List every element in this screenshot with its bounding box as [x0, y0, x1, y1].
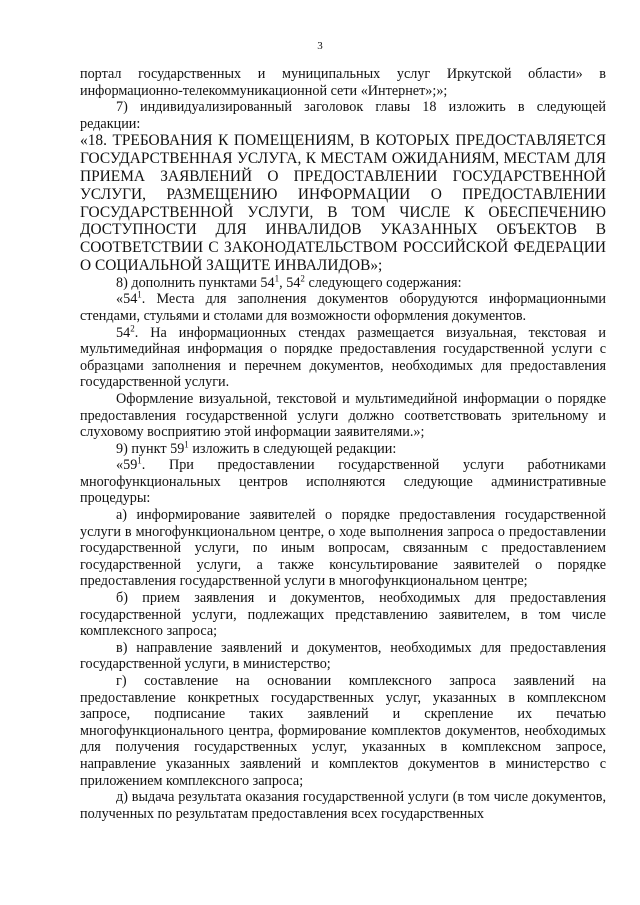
paragraph: $54^2$. На информационных стендах размещается визуальная, текстовая и мультимедийная информация о порядке предоставления государственной услуги с образцами заполнения и перечнем документов, необходимых для предоставления государственной услуги.: [80, 322, 606, 391]
document-body: [80, 66, 606, 822]
paragraph: портал государственных и муниципальных услуг Иркутской области» в информационно-телекоммуникационной сети «Интернет»;»;: [80, 66, 606, 99]
chapter-heading: «18. ТРЕБОВАНИЯ К ПОМЕЩЕНИЯМ, В КОТОРЫХ ПРЕДОСТАВЛЯЕТСЯ ГОСУДАРСТВЕННАЯ УСЛУГА, К МЕСТАМ ОЖИДАНИЯМ, МЕСТАМ ДЛЯ ПРИЕМА ЗАЯВЛЕНИЙ О ПРЕДОСТАВЛЕНИИ ГОСУДАРСТВЕННОЙ УСЛУГИ, РАЗМЕЩЕНИЮ ИНФОРМАЦИИ О ПРЕДОСТАВЛЕНИИ ГОСУДАРСТВЕННОЙ УСЛУГИ, В ТОМ ЧИСЛЕ К ОБЕСПЕЧЕНИЮ ДОСТУПНОСТИ ДЛЯ ИНВАЛИДОВ УКАЗАННЫХ ОБЪЕКТОВ В СООТВЕТСТВИИ С ЗАКОНОДАТЕЛЬСТВОМ РОССИЙСКОЙ ФЕДЕРАЦИИ О СОЦИАЛЬНОЙ ЗАЩИТЕ ИНВАЛИДОВ»;: [80, 132, 606, 274]
list-item: в) направление заявлений и документов, необходимых для предоставления государственной услуги, в министерство;: [80, 639, 606, 673]
paragraph: 9) пункт $59^1$ изложить в следующей редакции:: [116, 438, 397, 457]
paragraph: 7) индивидуализированный заголовок главы 18 изложить в следующей редакции:: [80, 99, 606, 132]
list-item: а) информирование заявителей о порядке предоставления государственной услуги в многофункциональном центре, о ходе выполнения запроса о предоставлении государственной услуги, по иным вопросам, связанным с предоставлением государственной услуги, а также консультирование заявителей о порядке предоставления государственной услуги в многофункциональном центре;: [80, 507, 606, 590]
list-item: г) составление на основании комплексного запроса заявлений на предоставление конкретных государственных услуг, указанных в комплексном запросе, подписание таких заявлений и скрепление их печатью многофункционального центра, формирование комплектов документов, необходимых для получения государственных услуг, указанных в комплексном запросе, направление указанных заявлений и комплектов документов в министерство с приложением комплексного запроса;: [80, 673, 606, 789]
paragraph: «$59^1$. При предоставлении государственной услуги работниками многофункциональных центров исполняются следующие административные процедуры:: [80, 455, 606, 507]
paragraph: 8) дополнить пунктами $54^1$, $54^2$ следующего содержания:: [116, 273, 462, 291]
list-item: д) выдача результата оказания государственной услуги (в том числе документов, полученных по результатам предоставления всех государственных: [80, 789, 606, 822]
page-number: 3: [317, 40, 323, 52]
paragraph: Оформление визуальной, текстовой и мультимедийной информации о порядке предоставления государственной услуги должно соответствовать зрительному и слуховому восприятию этой информации заявителями.»;: [80, 390, 606, 441]
paragraph: «$54^1$. Места для заполнения документов оборудуются информационными стендами, стульями и столами для возможности оформления документов.: [80, 289, 606, 324]
list-item: б) прием заявления и документов, необходимых для предоставления государственной услуги, подлежащих представлению заявителем, в том числе комплексного запроса;: [80, 590, 606, 640]
